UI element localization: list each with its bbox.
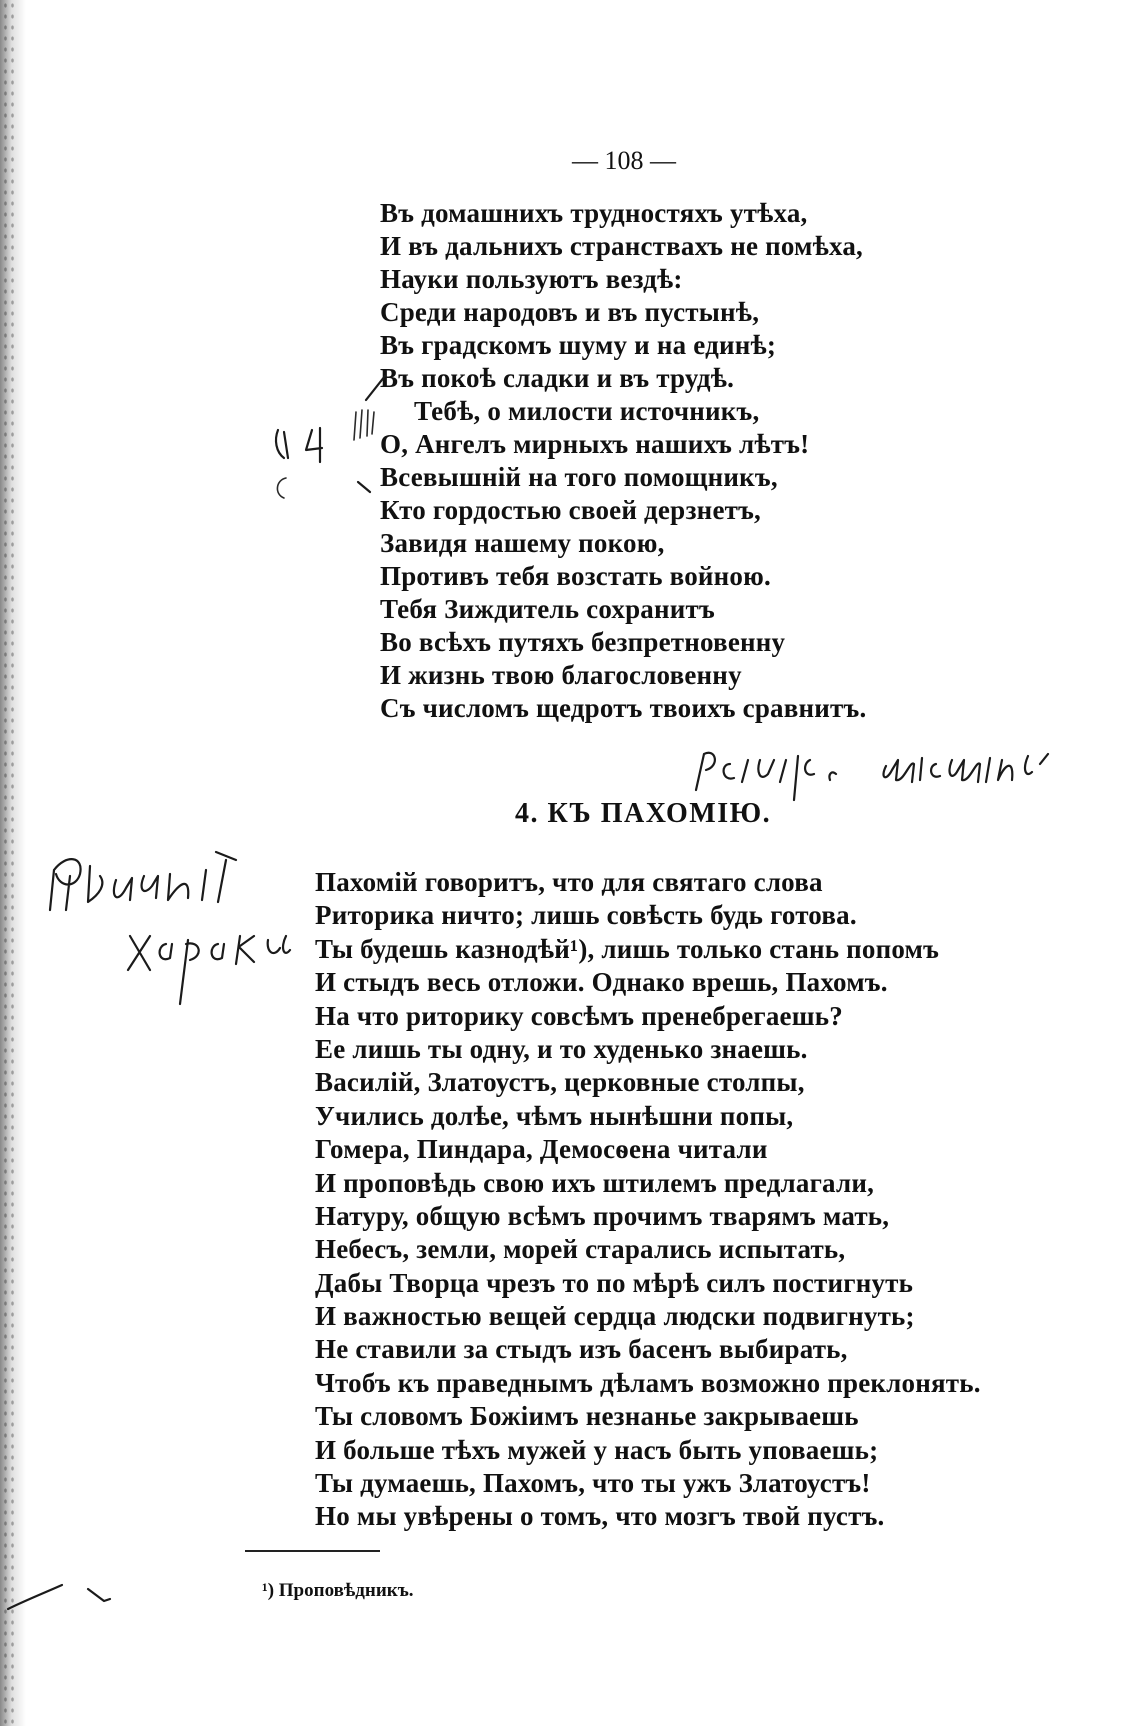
verse-line: На что риторику совсѣмъ пренебрегаешь? [315, 1000, 843, 1031]
poem-1 [380, 197, 866, 725]
verse-line: Въ домашнихъ трудностяхъ утѣха, [380, 198, 808, 228]
verse-line: Науки пользуютъ вездѣ: [380, 264, 683, 294]
verse-line: Тебя Зиждитель сохранитъ [380, 594, 715, 624]
verse-line: Но мы увѣрены о томъ, что мозгъ твой пустъ. [315, 1501, 885, 1532]
section-heading: 4. КЪ ПАХОМІЮ. [515, 798, 772, 829]
verse-line: Въ градскомъ шуму и на единѣ; [380, 330, 777, 360]
verse-line: И важностью вещей сердца людски подвигнуть; [315, 1301, 915, 1332]
binding-shadow [0, 0, 26, 1726]
handwritten-note-left [40, 840, 300, 1010]
footnote-text: Проповѣдникъ. [278, 1580, 414, 1601]
verse-line: Ты будешь казнодѣй¹), лишь только стань попомъ [315, 933, 940, 964]
verse-line: И въ дальнихъ странствахъ не помѣха, [380, 231, 864, 261]
corner-mark [4, 1575, 124, 1615]
footnote-marker: ¹) [262, 1580, 275, 1601]
verse-line: Чтобъ къ праведнымъ дѣламъ возможно преклонять. [315, 1367, 981, 1398]
verse-line: Во всѣхъ путяхъ безпретновенну [380, 627, 786, 657]
verse-line: Ты думаешь, Пахомъ, что ты ужъ Златоустъ! [315, 1468, 871, 1499]
footnote [262, 1580, 414, 1602]
page-number: — 108 — [572, 146, 676, 175]
verse-line: Не ставили за стыдъ изъ басенъ выбирать, [315, 1334, 848, 1365]
poem-2 [315, 866, 981, 1534]
verse-line: Ее лишь ты одну, и то худенько знаешь. [315, 1033, 808, 1064]
verse-line: Пахомій говоритъ, что для святаго слова [315, 867, 823, 897]
verse-line: Василій, Златоустъ, церковные столпы, [315, 1067, 805, 1098]
verse-line: И жизнь твою благословенну [380, 660, 742, 690]
verse-line: Натуру, общую всѣмъ прочимъ тварямъ мать, [315, 1200, 890, 1231]
verse-line: Завидя нашему покою, [380, 528, 665, 558]
verse-line: Риторика ничто; лишь совѣсть будь готова. [315, 900, 857, 931]
verse-line: И проповѣдь свою ихъ штилемъ предлагали, [315, 1167, 875, 1198]
footnote-rule [245, 1550, 380, 1552]
verse-line: Въ покоѣ сладки и въ трудѣ. [380, 363, 735, 393]
verse-line: Кто гордостью своей дерзнетъ, [380, 495, 761, 525]
verse-line: Всевышній на того помощникъ, [380, 462, 778, 492]
verse-line: Учились долѣе, чѣмъ нынѣшни попы, [315, 1100, 794, 1131]
verse-line: Тебѣ, о милости источникъ, [414, 396, 760, 426]
verse-line: Дабы Творца чрезъ то по мѣрѣ силъ постигнуть [315, 1267, 914, 1298]
verse-line: Ты словомъ Божіимъ незнанье закрываешь [315, 1401, 859, 1432]
handwritten-note-right [690, 730, 1130, 810]
verse-line: Гомера, Пиндара, Демосѳена читали [315, 1134, 768, 1165]
verse-line: И больше тѣхъ мужей у насъ быть уповаешь; [315, 1434, 879, 1465]
handwritten-bracket-mark [270, 370, 400, 500]
verse-line: О, Ангелъ мирныхъ нашихъ лѣтъ! [380, 429, 810, 459]
verse-line: Съ числомъ щедротъ твоихъ сравнитъ. [380, 693, 867, 723]
verse-line: И стыдъ весь отложи. Однако врешь, Пахомъ. [315, 967, 888, 998]
verse-line: Среди народовъ и въ пустынѣ, [380, 297, 760, 327]
verse-line: Небесъ, земли, морей старались испытать, [315, 1234, 846, 1265]
verse-line: Противъ тебя возстать войною. [380, 561, 771, 591]
